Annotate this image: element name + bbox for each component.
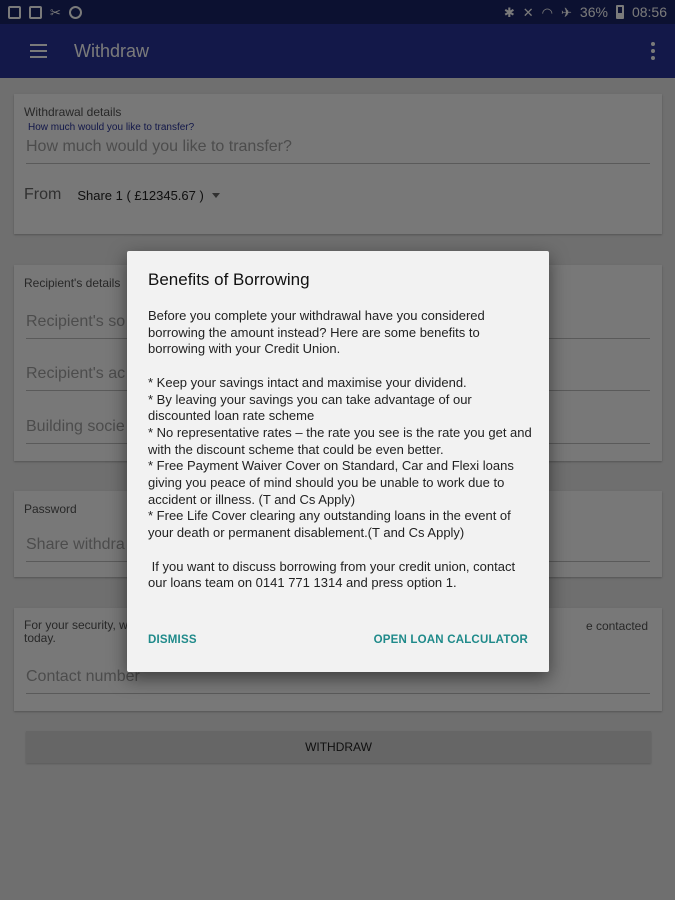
dialog-bullet: * No representative rates – the rate you see is the rate you get and with the discount scheme that could be even better. [148, 424, 532, 457]
dialog-intro: Before you complete your withdrawal have you considered borrowing the amount instead? Here are some benefits to borrowing with your Credit Union. [148, 308, 485, 357]
dialog-bullet: * By leaving your savings you can take advantage of our discounted loan rate scheme [148, 391, 472, 424]
dialog-title: Benefits of Borrowing [148, 270, 310, 289]
dialog-bullet: * Free Payment Waiver Cover on Standard, Car and Flexi loans giving you peace of mind should you be unable to work due to accident or illness. (T and Cs Apply) [148, 458, 514, 507]
dialog-bullet: * Keep your savings intact and maximise your dividend. [148, 374, 467, 390]
dismiss-button[interactable]: DISMISS [148, 634, 197, 646]
dialog-closing: If you want to discuss borrowing from your credit union, contact our loans team on 0141 771 1314 and press option 1. [148, 558, 519, 591]
dialog-actions [148, 634, 528, 646]
dialog-bullet: * Free Life Cover clearing any outstanding loans in the event of your death or permanent disablement.(T and Cs Apply) [148, 508, 511, 541]
dialog-body [148, 308, 532, 609]
benefits-of-borrowing-dialog [127, 251, 549, 672]
open-loan-calculator-button[interactable]: OPEN LOAN CALCULATOR [373, 634, 528, 646]
